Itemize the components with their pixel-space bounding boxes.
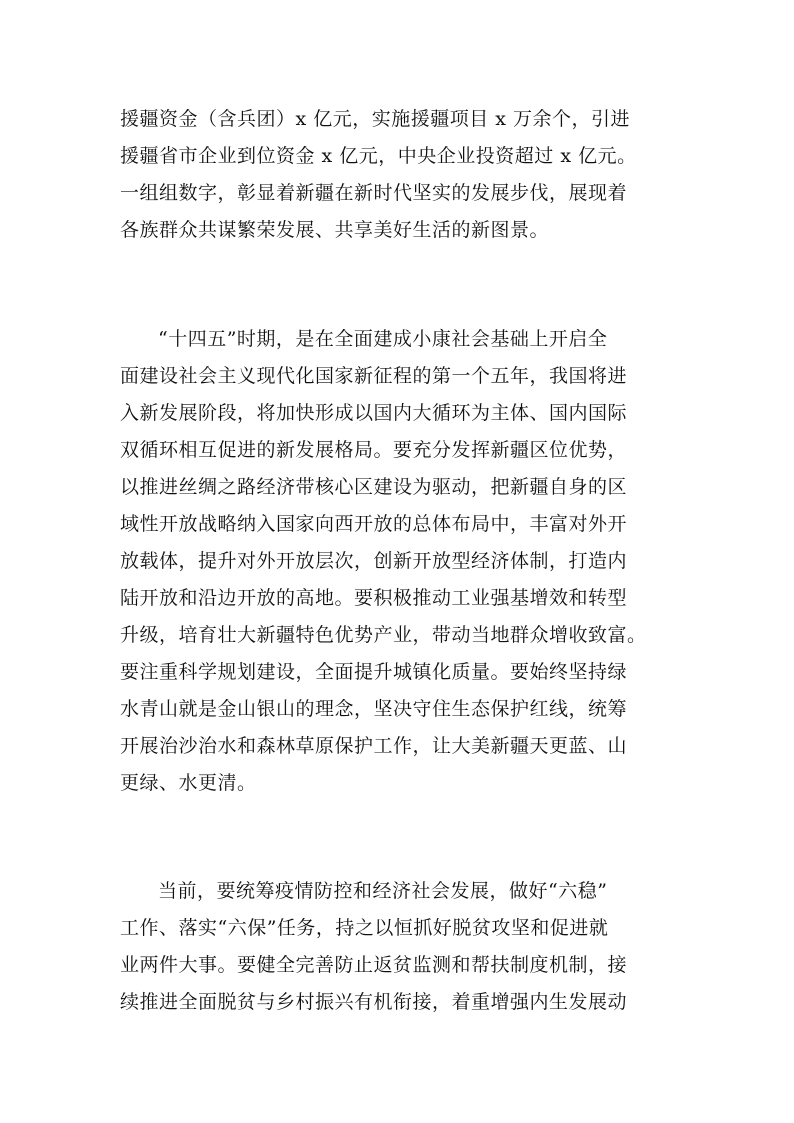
text-line: 陆开放和沿边开放的高地。要积极推动工业强基增效和转型	[120, 587, 628, 609]
text-line: 入新发展阶段，将加快形成以国内大循环为主体、国内国际	[120, 402, 628, 424]
text-line: 当前，要统筹疫情防控和经济社会发展，做好“六稳”	[158, 880, 608, 902]
paragraph-14th-five-year	[120, 321, 690, 802]
text-line: 放载体，提升对外开放层次，创新开放型经济体制，打造内	[120, 550, 628, 572]
text-line: 双循环相互促进的新发展格局。要充分发挥新疆区位优势，	[120, 439, 628, 461]
paragraph-current-tasks	[120, 873, 690, 1021]
text-line: 业两件大事。要健全完善防止返贫监测和帮扶制度机制，接	[120, 954, 628, 976]
text-line: 援疆省市企业到位资金 x 亿元，中央企业投资超过 x 亿元。	[120, 145, 637, 167]
text-line: 援疆资金（含兵团）x 亿元，实施援疆项目 x 万余个，引进	[120, 108, 631, 130]
text-line: 一组组数字，彰显着新疆在新时代坚实的发展步伐，展现着	[120, 182, 628, 204]
text-line: 各族群众共谋繁荣发展、共享美好生活的新图景。	[120, 219, 550, 241]
text-line: 开展治沙治水和森林草原保护工作，让大美新疆天更蓝、山	[120, 735, 628, 757]
text-line: 续推进全面脱贫与乡村振兴有机衔接，着重增强内生发展动	[120, 991, 628, 1013]
text-line: 升级，培育壮大新疆特色优势产业，带动当地群众增收致富。	[120, 624, 647, 646]
text-line: 工作、落实“六保”任务，持之以恒抓好脱贫攻坚和促进就	[120, 917, 609, 939]
text-line: “十四五”时期，是在全面建成小康社会基础上开启全	[158, 328, 608, 350]
paragraph-aid-funds	[120, 101, 690, 249]
text-line: 水青山就是金山银山的理念，坚决守住生态保护红线，统筹	[120, 698, 628, 720]
text-line: 以推进丝绸之路经济带核心区建设为驱动，把新疆自身的区	[120, 476, 628, 498]
text-line: 要注重科学规划建设，全面提升城镇化质量。要始终坚持绿	[120, 661, 628, 683]
text-line: 面建设社会主义现代化国家新征程的第一个五年，我国将进	[120, 365, 628, 387]
text-line: 更绿、水更清。	[120, 772, 257, 794]
text-line: 域性开放战略纳入国家向西开放的总体布局中，丰富对外开	[120, 513, 628, 535]
